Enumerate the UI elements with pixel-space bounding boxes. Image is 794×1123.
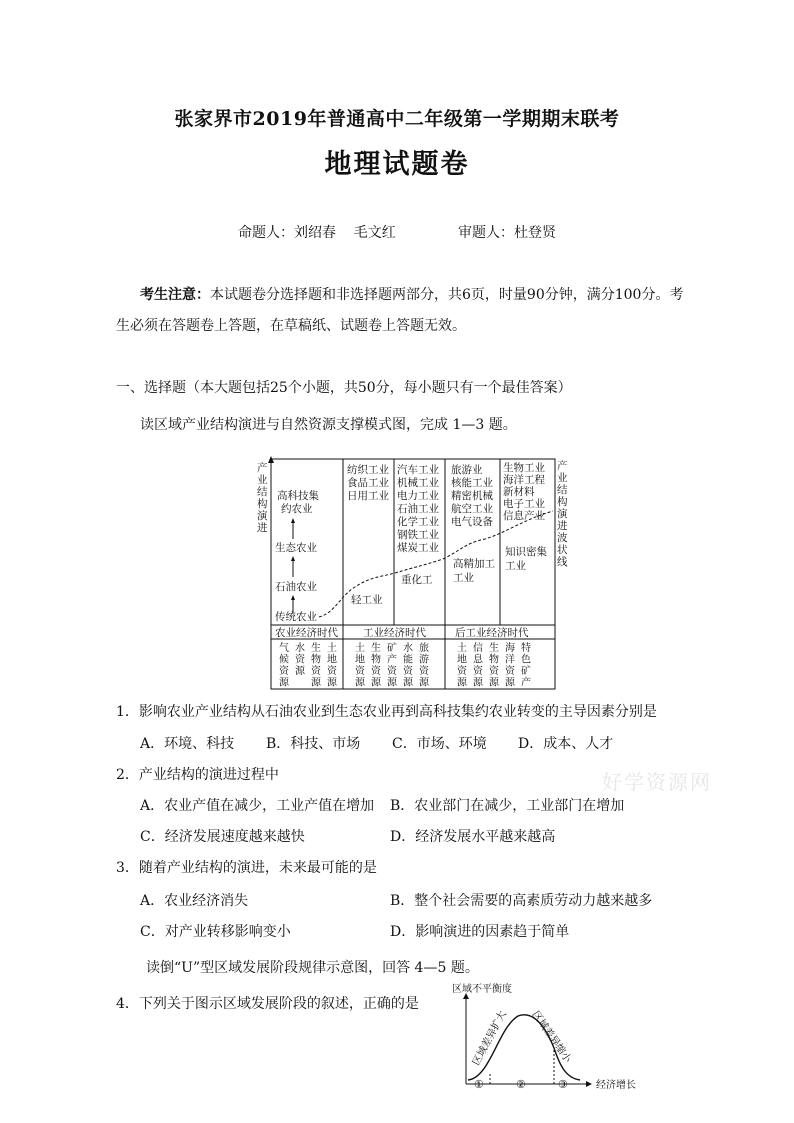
question-1: 1．影响农业产业结构从石油农业到生态农业再到高科技集约农业转变的主导因素分别是 (116, 704, 657, 720)
resource-4-char-0: 土 (355, 643, 365, 654)
knowledge-industry-1: 海洋工程 (503, 474, 545, 486)
high-industry-3: 航空工业 (451, 503, 493, 515)
resource-1-char-1: 资 (295, 654, 305, 666)
exam-title: 张家界市2019年普通高中二年级第一学期期末联考 (174, 108, 620, 130)
inverted-u-figure (446, 984, 676, 1100)
resource-4-char-2: 资 (355, 666, 365, 677)
heavy-industry-1: 机械工业 (397, 477, 439, 489)
knowledge-industry-2: 新材料 (503, 486, 535, 498)
q3-option-c: C．对产业转移影响变小 (140, 924, 291, 940)
industry-structure-figure (255, 455, 568, 693)
stage-2: ② (516, 1078, 526, 1091)
right-label-4: 演 (557, 508, 568, 520)
knowledge-industry-3: 电子工业 (503, 498, 545, 510)
inverted-u-svg (446, 984, 676, 1100)
knowledge-label-1: 工业 (505, 560, 526, 572)
knowledge-industry-0: 生物工业 (503, 462, 545, 474)
resource-6-char-3: 源 (387, 677, 397, 689)
q1-option-b: B．科技、市场 (266, 736, 361, 752)
resource-3-char-0: 土 (327, 643, 337, 654)
exam-subtitle: 地理试题卷 (324, 149, 470, 180)
resource-0-char-3: 源 (279, 677, 289, 689)
q1-option-d: D．成本、人才 (518, 736, 614, 752)
left-curve-label: 区域差异扩大 (470, 1009, 509, 1068)
figure1-intro: 读区域产业结构演进与自然资源支撑模式图，完成 1—3 题。 (140, 417, 517, 433)
industry-structure-svg (255, 455, 568, 693)
q1-option-a: A．环境、科技 (140, 736, 235, 752)
q3-option-d: D．影响演进的因素趋于简单 (390, 924, 570, 940)
heavy-industry-6: 煤炭工业 (397, 542, 439, 554)
resource-11-char-3: 源 (489, 677, 499, 689)
reviewer: 审题人：杜登贤 (458, 225, 556, 241)
resource-3-char-3: 源 (327, 677, 337, 689)
q3-option-b: B．整个社会需要的高素质劳动力越来越多 (390, 893, 653, 909)
heavy-industry-label: 重化工 (401, 574, 433, 586)
light-industry-1: 食品工业 (347, 477, 389, 489)
resource-10-char-1: 息 (473, 654, 483, 666)
right-label-3: 构 (557, 496, 568, 508)
resource-9-char-2: 资 (457, 666, 467, 677)
resource-5-char-0: 生 (371, 643, 381, 654)
resource-10-char-0: 信 (473, 643, 483, 654)
resource-8-char-1: 游 (419, 654, 429, 666)
resource-8-char-2: 资 (419, 666, 429, 677)
resource-2-char-0: 生 (311, 643, 321, 654)
resource-7-char-1: 能 (403, 654, 413, 666)
heavy-industry-0: 汽车工业 (397, 464, 439, 476)
resource-5-char-1: 物 (371, 654, 381, 666)
agri-step-0: 高科技集 (277, 490, 319, 502)
q3-option-a: A．农业经济消失 (140, 893, 249, 909)
high-label-0: 高精加工 (453, 558, 495, 570)
resource-9-char-0: 土 (457, 643, 467, 654)
notice-label: 考生注意： (140, 287, 210, 303)
high-industry-4: 电气设备 (451, 516, 493, 528)
y-axis-label-5: 进 (257, 522, 268, 534)
high-industry-1: 核能工业 (451, 477, 493, 489)
right-label-0: 产 (557, 460, 568, 472)
resource-6-char-0: 矿 (387, 643, 397, 654)
resource-3-char-2: 资 (327, 666, 337, 677)
y-axis-label-3: 构 (257, 498, 268, 510)
right-label-8: 线 (557, 556, 568, 568)
resource-10-char-3: 源 (473, 677, 483, 689)
resource-4-char-3: 源 (355, 677, 365, 689)
stage-1: ① (474, 1078, 484, 1091)
q1-option-c: C．市场、环境 (392, 736, 487, 752)
resource-2-char-1: 物 (311, 654, 321, 666)
x-label: 经济增长 (596, 1080, 636, 1091)
resource-11-char-2: 资 (489, 666, 499, 677)
right-label-1: 业 (557, 472, 568, 484)
q2-option-b: B．农业部门在减少，工业部门在增加 (390, 798, 625, 814)
resource-7-char-0: 水 (403, 643, 413, 654)
resource-6-char-1: 产 (387, 654, 397, 666)
resource-3-char-1: 地 (327, 654, 337, 666)
q2-option-a: A．农业产值在减少，工业产值在增加 (140, 798, 375, 814)
right-curve-label: 区域差异缩小 (529, 1009, 573, 1065)
q2-option-d: D．经济发展水平越来越高 (390, 829, 556, 845)
light-industry-label: 轻工业 (351, 594, 383, 606)
high-industry-2: 精密机械 (451, 490, 493, 502)
resource-12-char-3: 源 (505, 677, 515, 689)
resource-13-char-3: 产 (521, 677, 531, 689)
resource-1-char-2: 源 (295, 666, 305, 677)
resource-5-char-2: 资 (371, 666, 381, 677)
resource-11-char-0: 生 (489, 643, 499, 654)
era-agri: 农业经济时代 (275, 627, 338, 639)
resource-9-char-1: 地 (457, 654, 467, 666)
resource-13-char-0: 特 (521, 643, 531, 654)
resource-7-char-3: 源 (403, 677, 413, 689)
resource-10-char-2: 资 (473, 666, 483, 677)
resource-12-char-2: 资 (505, 666, 515, 677)
light-industry-0: 纺织工业 (347, 464, 389, 476)
question-3: 3．随着产业结构的演进，未来最可能的是 (116, 860, 377, 876)
resource-0-char-0: 气 (279, 643, 289, 654)
y-axis-label-1: 业 (257, 474, 268, 486)
era-postindustrial: 后工业经济时代 (455, 627, 529, 639)
question-2: 2．产业结构的演进过程中 (116, 767, 279, 783)
resource-7-char-2: 资 (403, 666, 413, 677)
y-axis-label-0: 产 (257, 462, 268, 474)
resource-5-char-3: 源 (371, 677, 381, 689)
resource-6-char-2: 资 (387, 666, 397, 677)
y-label: 区域不平衡度 (452, 984, 512, 995)
section-heading (116, 378, 572, 398)
light-industry-2: 日用工业 (347, 490, 389, 502)
question-4: 4．下列关于图示区域发展阶段的叙述，正确的是 (116, 996, 419, 1012)
resource-columns (279, 641, 531, 689)
agri-step-3: 石油农业 (275, 581, 317, 593)
heavy-industry-2: 电力工业 (397, 490, 439, 502)
notice-text1: 本试题卷分选择题和非选择题两部分，共6页，时量90分钟，满分100分。考 (210, 287, 684, 303)
high-industry-0: 旅游业 (451, 464, 483, 476)
stage-3: ③ (558, 1078, 568, 1091)
right-label-6: 波 (557, 532, 568, 544)
high-label-1: 工业 (453, 572, 474, 584)
resource-8-char-0: 旅 (419, 643, 429, 654)
y-axis-label-4: 演 (257, 510, 268, 522)
resource-13-char-2: 矿 (521, 666, 531, 677)
q2-option-c: C．经济发展速度越来越快 (140, 829, 305, 845)
resource-0-char-1: 候 (279, 654, 289, 666)
heavy-industry-5: 钢铁工业 (397, 529, 439, 541)
right-label-5: 进 (557, 520, 568, 532)
notice-line1 (140, 285, 700, 305)
knowledge-industry-4: 信息产业 (503, 510, 545, 522)
resource-12-char-0: 海 (505, 643, 515, 654)
right-label-2: 结 (557, 484, 568, 496)
y-axis-label-2: 结 (257, 486, 268, 498)
resource-4-char-1: 地 (355, 654, 365, 666)
agri-step-1: 约农业 (281, 503, 313, 515)
resource-2-char-3: 源 (311, 677, 321, 689)
resource-2-char-2: 资 (311, 666, 321, 677)
notice-line2: 生必须在答题卷上答题，在草稿纸、试题卷上答题无效。 (116, 318, 466, 334)
watermark: 好学资源网 (602, 770, 712, 794)
agri-step-2: 生态农业 (275, 542, 317, 554)
resource-0-char-2: 资 (279, 666, 289, 677)
heavy-industry-3: 石油工业 (397, 503, 439, 515)
knowledge-label-0: 知识密集 (505, 546, 547, 558)
resource-8-char-3: 源 (419, 677, 429, 689)
heavy-industry-4: 化学工业 (397, 516, 439, 528)
agri-step-4: 传统农业 (275, 611, 317, 623)
resource-13-char-1: 色 (521, 654, 531, 666)
right-label-7: 状 (557, 544, 568, 556)
figure2-intro: 读倒“U”型区域发展阶段规律示意图，回答 4—5 题。 (146, 960, 479, 976)
resource-12-char-1: 洋 (505, 654, 515, 666)
resource-9-char-3: 源 (457, 677, 467, 689)
resource-11-char-1: 物 (489, 654, 499, 666)
era-industrial: 工业经济时代 (363, 627, 426, 639)
authors: 命题人：刘绍春 毛文红 (238, 225, 396, 241)
section-heading-text: 一、选择题（本大题包括25个小题，共50分，每小题只有一个最佳答案） (116, 380, 572, 396)
resource-1-char-0: 水 (295, 643, 305, 654)
